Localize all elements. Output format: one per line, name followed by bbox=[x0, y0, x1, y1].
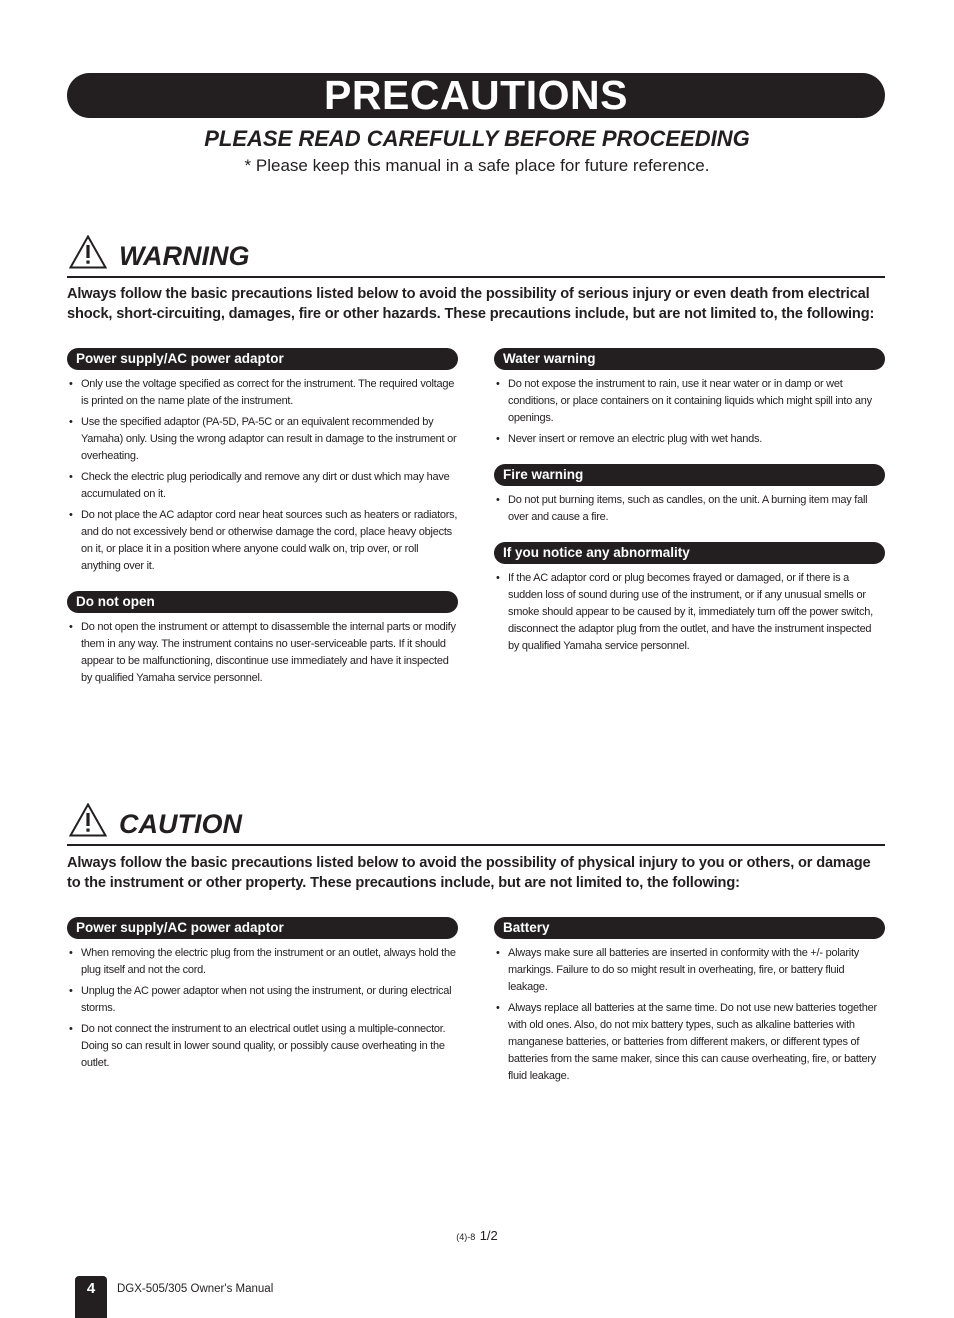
caution-left-column bbox=[67, 917, 458, 1088]
page-number: 4 bbox=[75, 1276, 107, 1318]
caution-header bbox=[67, 801, 885, 846]
list-item: • Only use the voltage specified as correct for the instrument. The required voltage is printed on the name plate of the instrument. bbox=[67, 376, 458, 410]
title-bar bbox=[67, 73, 885, 118]
subtitle: PLEASE READ CAREFULLY BEFORE PROCEEDING bbox=[204, 126, 750, 151]
warning-topic-list bbox=[67, 619, 458, 687]
caution-topic-list bbox=[67, 945, 458, 1072]
reference-note: * Please keep this manual in a safe place for future reference. bbox=[244, 156, 710, 175]
warning-topic-heading: Fire warning bbox=[494, 464, 885, 486]
caution-triangle-icon bbox=[69, 803, 107, 837]
warning-topic-list bbox=[494, 376, 885, 448]
caution-topic-heading: Power supply/AC power adaptor bbox=[67, 917, 458, 939]
warning-topic-heading: Do not open bbox=[67, 591, 458, 613]
list-item: • Always make sure all batteries are inserted in conformity with the +/- polarity markings. Failure to do so might result in overheating, fire, or battery fluid leakage. bbox=[494, 945, 885, 996]
warning-topic-list bbox=[67, 376, 458, 575]
list-item: • Use the specified adaptor (PA-5D, PA-5C or an equivalent recommended by Yamaha) only. Using the wrong adaptor can result in damage to the instrument or overheating. bbox=[67, 414, 458, 465]
caution-intro: Always follow the basic precautions listed below to avoid the possibility of physical injury to you or others, or damage to the instrument or other property. These precautions include, but are not limited to, the following: bbox=[67, 855, 871, 891]
list-item: • When removing the electric plug from the instrument or an outlet, always hold the plug itself and not the cord. bbox=[67, 945, 458, 979]
list-item: • Do not connect the instrument to an electrical outlet using a multiple-connector. Doing so can result in lower sound quality, or possibly cause overheating in the outlet. bbox=[67, 1021, 458, 1072]
warning-topic-list bbox=[494, 492, 885, 526]
warning-right-column bbox=[494, 348, 885, 671]
caution-topic-list bbox=[494, 945, 885, 1085]
warning-triangle-icon bbox=[69, 235, 107, 269]
caution-label: CAUTION bbox=[119, 809, 242, 839]
warning-left-column bbox=[67, 348, 458, 703]
warning-topic-heading: Power supply/AC power adaptor bbox=[67, 348, 458, 370]
list-item: • If the AC adaptor cord or plug becomes frayed or damaged, or if there is a sudden loss of sound during use of the instrument, or if any unusual smells or smoke should appear to be caused by it, immediately turn off the power switch, disconnect the adaptor plug from the outlet, and have the instrument inspected by qualified Yamaha service personnel. bbox=[494, 570, 885, 655]
list-item: • Do not place the AC adaptor cord near heat sources such as heaters or radiators, and do not excessively bend or otherwise damage the cord, place heavy objects on it, or place it in a position where anyone could walk on, trip over, or roll anything over it. bbox=[67, 507, 458, 575]
warning-topic-heading: Water warning bbox=[494, 348, 885, 370]
list-item: • Never insert or remove an electric plug with wet hands. bbox=[494, 431, 885, 448]
list-item: • Do not open the instrument or attempt to disassemble the internal parts or modify them in any way. The instrument contains no user-serviceable parts. If it should appear to be malfunctioning, discontinue use immediately and have it inspected by qualified Yamaha service personnel. bbox=[67, 619, 458, 687]
caution-topic-heading: Battery bbox=[494, 917, 885, 939]
list-item: • Check the electric plug periodically and remove any dirt or dust which may have accumulated on it. bbox=[67, 469, 458, 503]
page-code-small: (4)-8 bbox=[456, 1232, 476, 1242]
page-title: PRECAUTIONS bbox=[324, 72, 628, 118]
list-item: • Unplug the AC power adaptor when not using the instrument, or during electrical storms. bbox=[67, 983, 458, 1017]
list-item: • Do not put burning items, such as candles, on the unit. A burning item may fall over and cause a fire. bbox=[494, 492, 885, 526]
manual-name: DGX-505/305 Owner's Manual bbox=[117, 1283, 274, 1295]
caution-right-column bbox=[494, 917, 885, 1101]
warning-label: WARNING bbox=[119, 241, 250, 271]
list-item: • Do not expose the instrument to rain, use it near water or in damp or wet conditions, or place containers on it containing liquids which might spill into any openings. bbox=[494, 376, 885, 427]
page-code-big: 1/2 bbox=[479, 1228, 498, 1243]
warning-header bbox=[67, 233, 885, 278]
warning-intro: Always follow the basic precautions listed below to avoid the possibility of serious injury or even death from electrical shock, short-circuiting, damages, fire or other hazards. These precautions include, but are not limited to, the following: bbox=[67, 286, 875, 322]
warning-topic-list bbox=[494, 570, 885, 655]
warning-topic-heading: If you notice any abnormality bbox=[494, 542, 885, 564]
list-item: • Always replace all batteries at the same time. Do not use new batteries together with old ones. Also, do not mix battery types, such as alkaline batteries with manganese batteries, or batteries from different makers, or different types of batteries from the same maker, since this can cause overheating, fire, or battery fluid leakage. bbox=[494, 1000, 885, 1085]
page-code bbox=[0, 1227, 954, 1245]
